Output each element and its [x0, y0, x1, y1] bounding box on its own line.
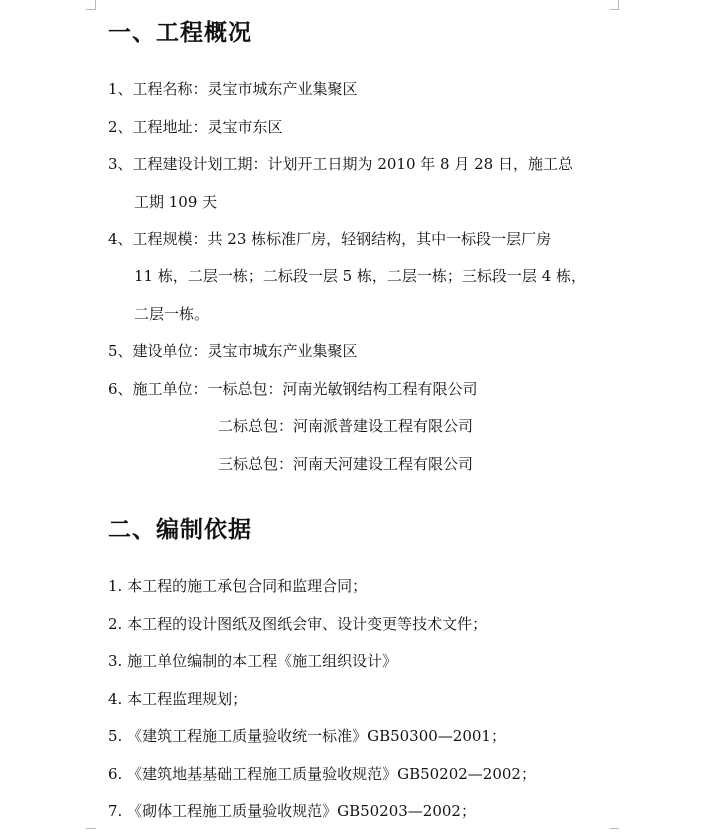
overview-item-schedule-cont: 工期 109 天	[134, 193, 218, 211]
basis-item-1: 1. 本工程的施工承包合同和监理合同；	[108, 577, 368, 595]
overview-item-owner: 5、建设单位：灵宝市城东产业集聚区	[108, 342, 358, 360]
overview-item-scale: 4、工程规模：共 23 栋标准厂房，轻钢结构，其中一标段一层厂房	[108, 230, 552, 248]
basis-item-7: 7. 《砌体工程施工质量验收规范》GB50203—2002；	[108, 802, 476, 820]
basis-item-3: 3. 施工单位编制的本工程《施工组织设计》	[108, 652, 398, 670]
margin-mark-top-right	[618, 0, 627, 10]
section-heading-basis: 二、编制依据	[108, 517, 252, 543]
margin-mark-bottom-left	[86, 828, 96, 829]
overview-item-scale-cont-1: 11 栋，二层一栋；二标段一层 5 栋，二层一栋；三标段一层 4 栋，	[134, 267, 587, 285]
basis-item-2: 2. 本工程的设计图纸及图纸会审、设计变更等技术文件；	[108, 615, 488, 633]
margin-mark-top-right-h	[610, 9, 619, 10]
margin-mark-top-left-h	[86, 9, 96, 10]
overview-item-address: 2、工程地址：灵宝市东区	[108, 118, 283, 136]
margin-mark-bottom-right	[610, 828, 619, 829]
overview-item-scale-cont-2: 二层一栋。	[134, 305, 210, 323]
basis-item-5: 5. 《建筑工程施工质量验收统一标准》GB50300—2001；	[108, 727, 506, 745]
overview-item-schedule: 3、工程建设计划工期：计划开工日期为 2010 年 8 月 28 日，施工总	[108, 155, 573, 173]
section-heading-overview: 一、工程概况	[108, 20, 252, 46]
overview-item-name: 1、工程名称：灵宝市城东产业集聚区	[108, 80, 358, 98]
basis-item-6: 6. 《建筑地基基础工程施工质量验收规范》GB50202—2002；	[108, 765, 536, 783]
overview-item-contractor: 6、施工单位：一标总包：河南光敏钢结构工程有限公司	[108, 380, 478, 398]
basis-item-4: 4. 本工程监理规划；	[108, 690, 248, 708]
overview-item-contractor-2: 二标总包：河南派普建设工程有限公司	[218, 417, 474, 435]
overview-item-contractor-3: 三标总包：河南天河建设工程有限公司	[218, 455, 474, 473]
